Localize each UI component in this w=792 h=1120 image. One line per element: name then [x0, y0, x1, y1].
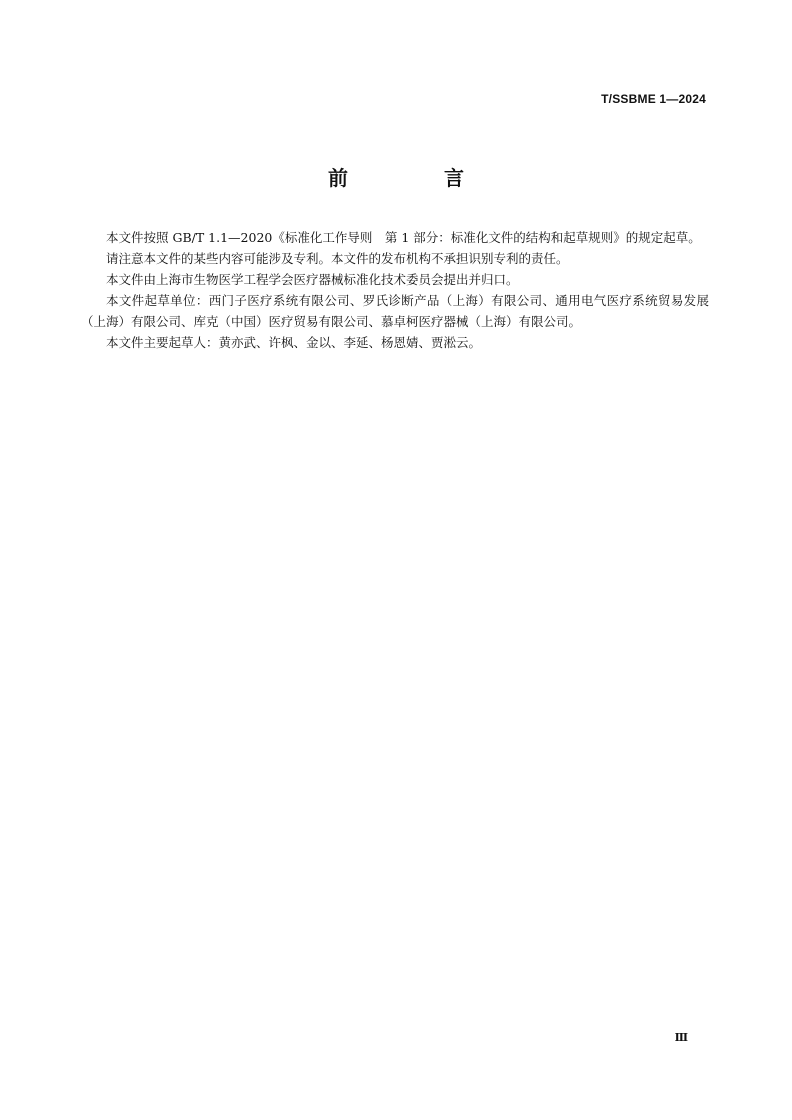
paragraph-drafting-units: 本文件起草单位：西门子医疗系统有限公司、罗氏诊断产品（上海）有限公司、通用电气医疗系统贸易发展（上海）有限公司、库克（中国）医疗贸易有限公司、慕卓柯医疗器械（上海）有限公司。 — [81, 293, 709, 329]
paragraph-patent-notice: 请注意本文件的某些内容可能涉及专利。本文件的发布机构不承担识别专利的责任。 — [106, 251, 569, 266]
page-number: Ⅲ — [674, 1031, 688, 1044]
paragraph-drafters: 本文件主要起草人：黄亦武、许枫、金以、李延、杨恩婧、贾淞云。 — [106, 335, 482, 350]
paragraph-drafting-rules: 本文件按照 GB/T 1.1—2020《标准化工作导则 第 1 部分：标准化文件的结构和起草规则》的规定起草。 — [106, 230, 701, 245]
paragraph-proposer: 本文件由上海市生物医学工程学会医疗器械标准化技术委员会提出并归口。 — [106, 272, 519, 287]
standard-code: T/SSBME 1—2024 — [601, 92, 706, 106]
page-title: 前 言 — [328, 166, 502, 190]
preface-body — [81, 227, 709, 353]
